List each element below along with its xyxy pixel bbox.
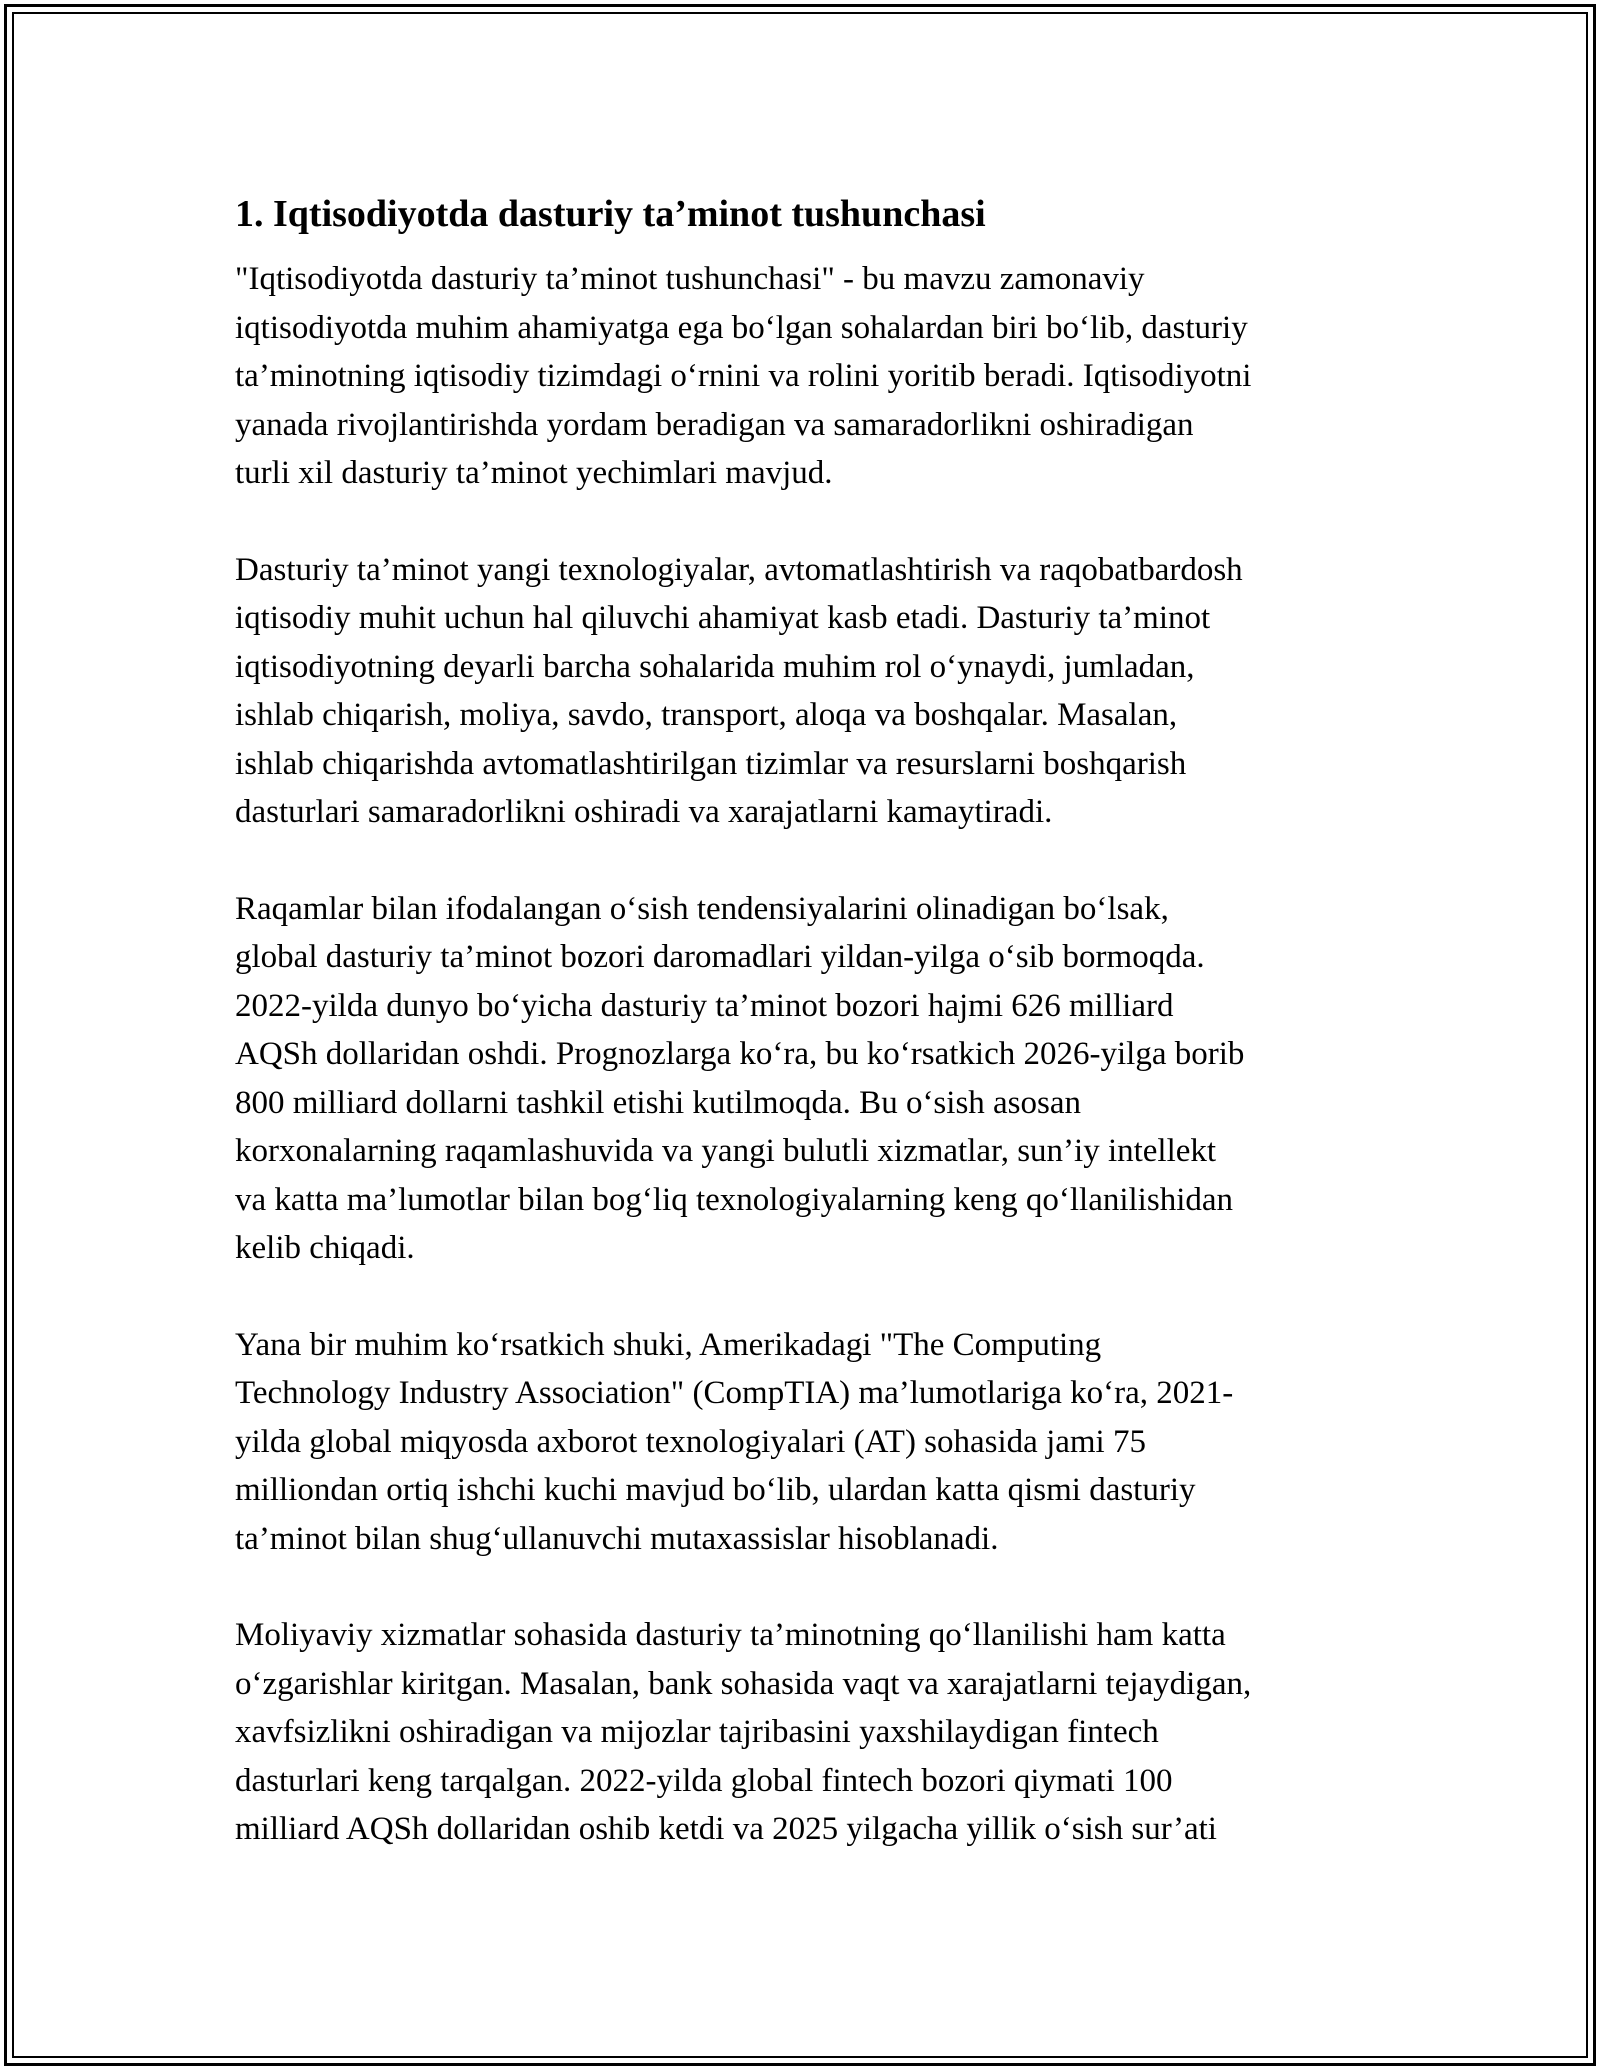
paragraph-1 [235,255,1385,498]
text-line: yilda global miqyosda axborot texnologiyalari (AT) sohasida jami 75 [235,1423,1146,1460]
paragraph-4 [235,1321,1385,1564]
text-line: global dasturiy ta’minot bozori daromadlari yildan-yilga oʻsib bormoqda. [235,939,1205,975]
text-line: turli xil dasturiy ta’minot yechimlari mavjud. [235,455,833,491]
text-line: Technology Industry Association" (CompTIA) ma’lumotlariga koʻra, 2021- [235,1375,1234,1411]
text-line: iqtisodiyotning deyarli barcha sohalarida muhim rol oʻynaydi, jumladan, [235,648,1195,685]
text-line: 800 milliard dollarni tashkil etishi kutilmoqda. Bu oʻsish asosan [235,1084,1082,1121]
document-body [235,185,1385,1902]
text-line: dasturlari keng tarqalgan. 2022-yilda global fintech bozori qiymati 100 [235,1762,1173,1799]
text-line: korxonalarning raqamlashuvida va yangi bulutli xizmatlar, sun’iy intellekt [235,1133,1217,1169]
text-line: ta’minot bilan shugʻullanuvchi mutaxassislar hisoblanadi. [235,1520,999,1557]
text-line: yanada rivojlantirishda yordam beradigan va samaradorlikni oshiradigan [235,406,1194,443]
text-line: milliondan ortiq ishchi kuchi mavjud boʻlib, ulardan katta qismi dasturiy [235,1472,1196,1508]
text-line: dasturlari samaradorlikni oshiradi va xarajatlarni kamaytiradi. [235,794,1053,830]
paragraph-3 [235,885,1385,1273]
text-line: Raqamlar bilan ifodalangan oʻsish tendensiyalarini olinadigan boʻlsak, [235,890,1169,927]
section-heading: 1. Iqtisodiyotda dasturiy ta’minot tushunchasi [235,193,986,235]
text-line: ishlab chiqarish, moliya, savdo, transport, aloqa va boshqalar. Masalan, [235,697,1178,733]
text-line: Yana bir muhim koʻrsatkich shuki, Amerikadagi "The Computing [235,1326,1102,1363]
text-line: kelib chiqadi. [235,1230,415,1266]
text-line: ishlab chiqarishda avtomatlashtirilgan tizimlar va resurslarni boshqarish [235,745,1187,782]
paragraph-2 [235,546,1385,837]
paragraph-5 [235,1611,1385,1854]
text-line: oʻzgarishlar kiritgan. Masalan, bank sohasida vaqt va xarajatlarni tejaydigan, [235,1665,1252,1702]
text-line: iqtisodiyotda muhim ahamiyatga ega boʻlgan sohalardan biri boʻlib, dasturiy [235,309,1248,346]
text-line: ta’minotning iqtisodiy tizimdagi oʻrnini va rolini yoritib beradi. Iqtisodiyotni [235,358,1252,394]
text-line: Dasturiy ta’minot yangi texnologiyalar, avtomatlashtirish va raqobatbardosh [235,551,1243,588]
text-line: milliard AQSh dollaridan oshib ketdi va 2025 yilgacha yillik oʻsish sur’ati [235,1811,1217,1847]
text-line: AQSh dollaridan oshdi. Prognozlarga koʻra, bu koʻrsatkich 2026-yilga borib [235,1036,1245,1072]
text-line: 2022-yilda dunyo boʻyicha dasturiy ta’minot bozori hajmi 626 milliard [235,987,1174,1024]
text-line: xavfsizlikni oshiradigan va mijozlar tajribasini yaxshilaydigan fintech [235,1714,1159,1750]
text-line: Moliyaviy xizmatlar sohasida dasturiy ta’minotning qoʻllanilishi ham katta [235,1617,1226,1653]
text-line: "Iqtisodiyotda dasturiy ta’minot tushunchasi" - bu mavzu zamonaviy [235,261,1145,297]
text-line: va katta ma’lumotlar bilan bogʻliq texnologiyalarning keng qoʻllanilishidan [235,1181,1234,1218]
text-line: iqtisodiy muhit uchun hal qiluvchi ahamiyat kasb etadi. Dasturiy ta’minot [235,600,1211,636]
